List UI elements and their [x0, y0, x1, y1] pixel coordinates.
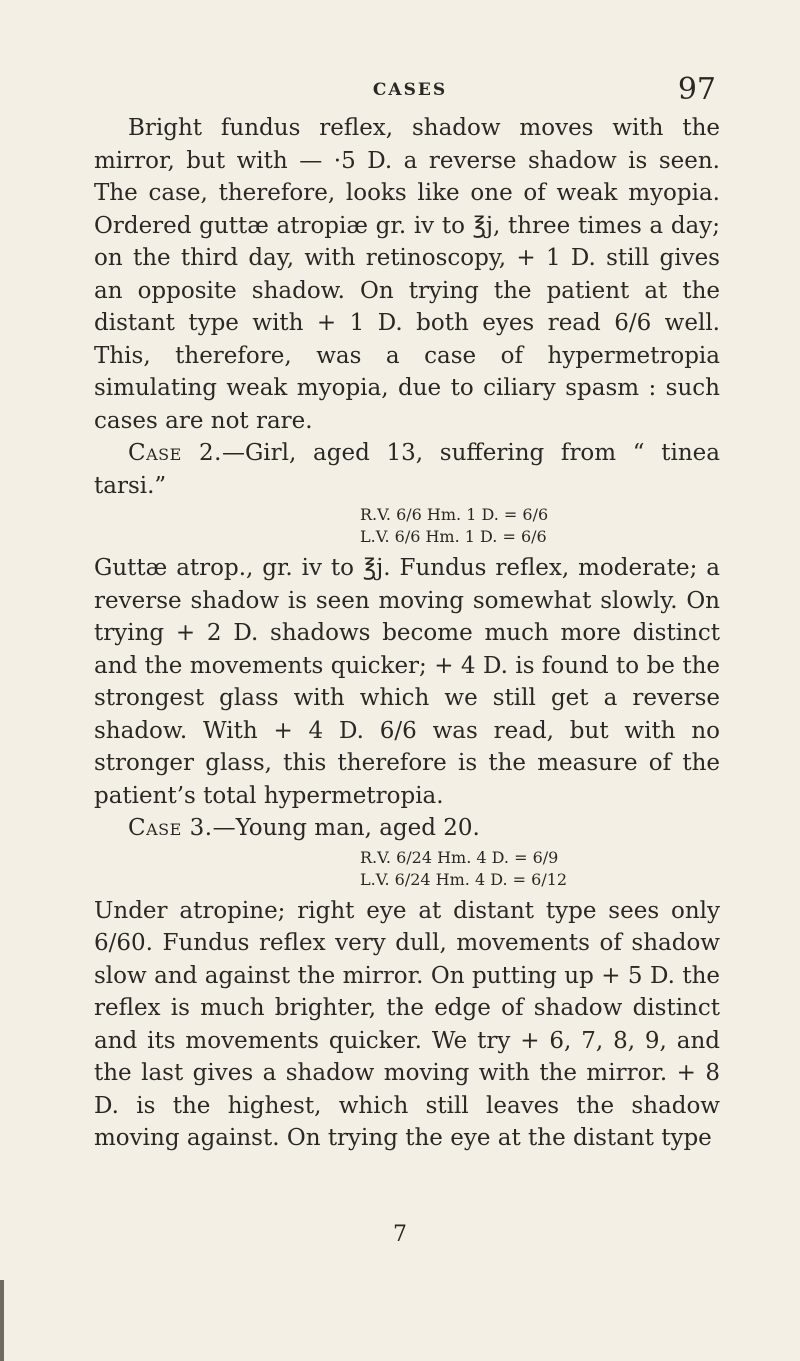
case3-right-vision: R.V. 6/24 Hm. 4 D. = 6/9: [360, 847, 559, 867]
case3-description: —Young man, aged 20.: [212, 815, 480, 841]
signature-mark: 7: [393, 1222, 407, 1247]
page-edge-shadow: [0, 1280, 4, 1361]
page-header: [100, 74, 720, 114]
body-text: [94, 112, 720, 1155]
case2-right-vision: R.V. 6/6 Hm. 1 D. = 6/6: [360, 505, 549, 524]
case3-heading: [94, 812, 720, 845]
page-number: 97: [677, 72, 716, 107]
case2-description: —Girl, aged 13, suffering from “ tinea tarsi.”: [94, 440, 720, 499]
case3-label: Case 3.: [128, 815, 213, 841]
case3-left-vision: L.V. 6/24 Hm. 4 D. = 6/12: [360, 869, 568, 889]
paragraph-case2: Guttæ atrop., gr. iv to ℥j. Fundus reflex, moderate; a reverse shadow is seen moving somewhat slowly. On trying + 2 D. shadows become much more distinct and the movements quicker; + 4 D. is found to be the strongest glass with which we still get a reverse shadow. With + 4 D. 6/6 was read, but with no stronger glass, this therefore is the measure of the patient’s total hypermetropia.: [94, 555, 720, 809]
paragraph-case1: Bright fundus reflex, shadow moves with the mirror, but with — ·5 D. a reverse shadow is seen. The case, therefore, looks like one of weak myopia. Ordered guttæ atropiæ gr. iv to ℥j, three times a day; on the third day, with retinoscopy, + 1 D. still gives an opposite shadow. On trying the patient at the distant type with + 1 D. both eyes read 6/6 well. This, therefore, was a case of hypermetropia simulating weak myopia, due to ciliary spasm : such cases are not rare.: [94, 115, 720, 434]
case2-measurements: [94, 504, 720, 548]
paragraph-case3: Under atropine; right eye at distant type sees only 6/60. Fundus reflex very dull, movements of shadow slow and against the mirror. On putting up + 5 D. the reflex is much brighter, the edge of shadow distinct and its movements quicker. We try + 6, 7, 8, 9, and the last gives a shadow moving with the mirror. + 8 D. is the highest, which still leaves the shadow moving against. On trying the eye at the distant type: [94, 897, 720, 1151]
running-head: CASES: [372, 80, 448, 100]
case3-measurements: [94, 847, 720, 891]
case2-label: Case 2.: [128, 440, 222, 466]
case2-left-vision: L.V. 6/6 Hm. 1 D. = 6/6: [360, 527, 547, 546]
case2-heading: [94, 437, 720, 502]
